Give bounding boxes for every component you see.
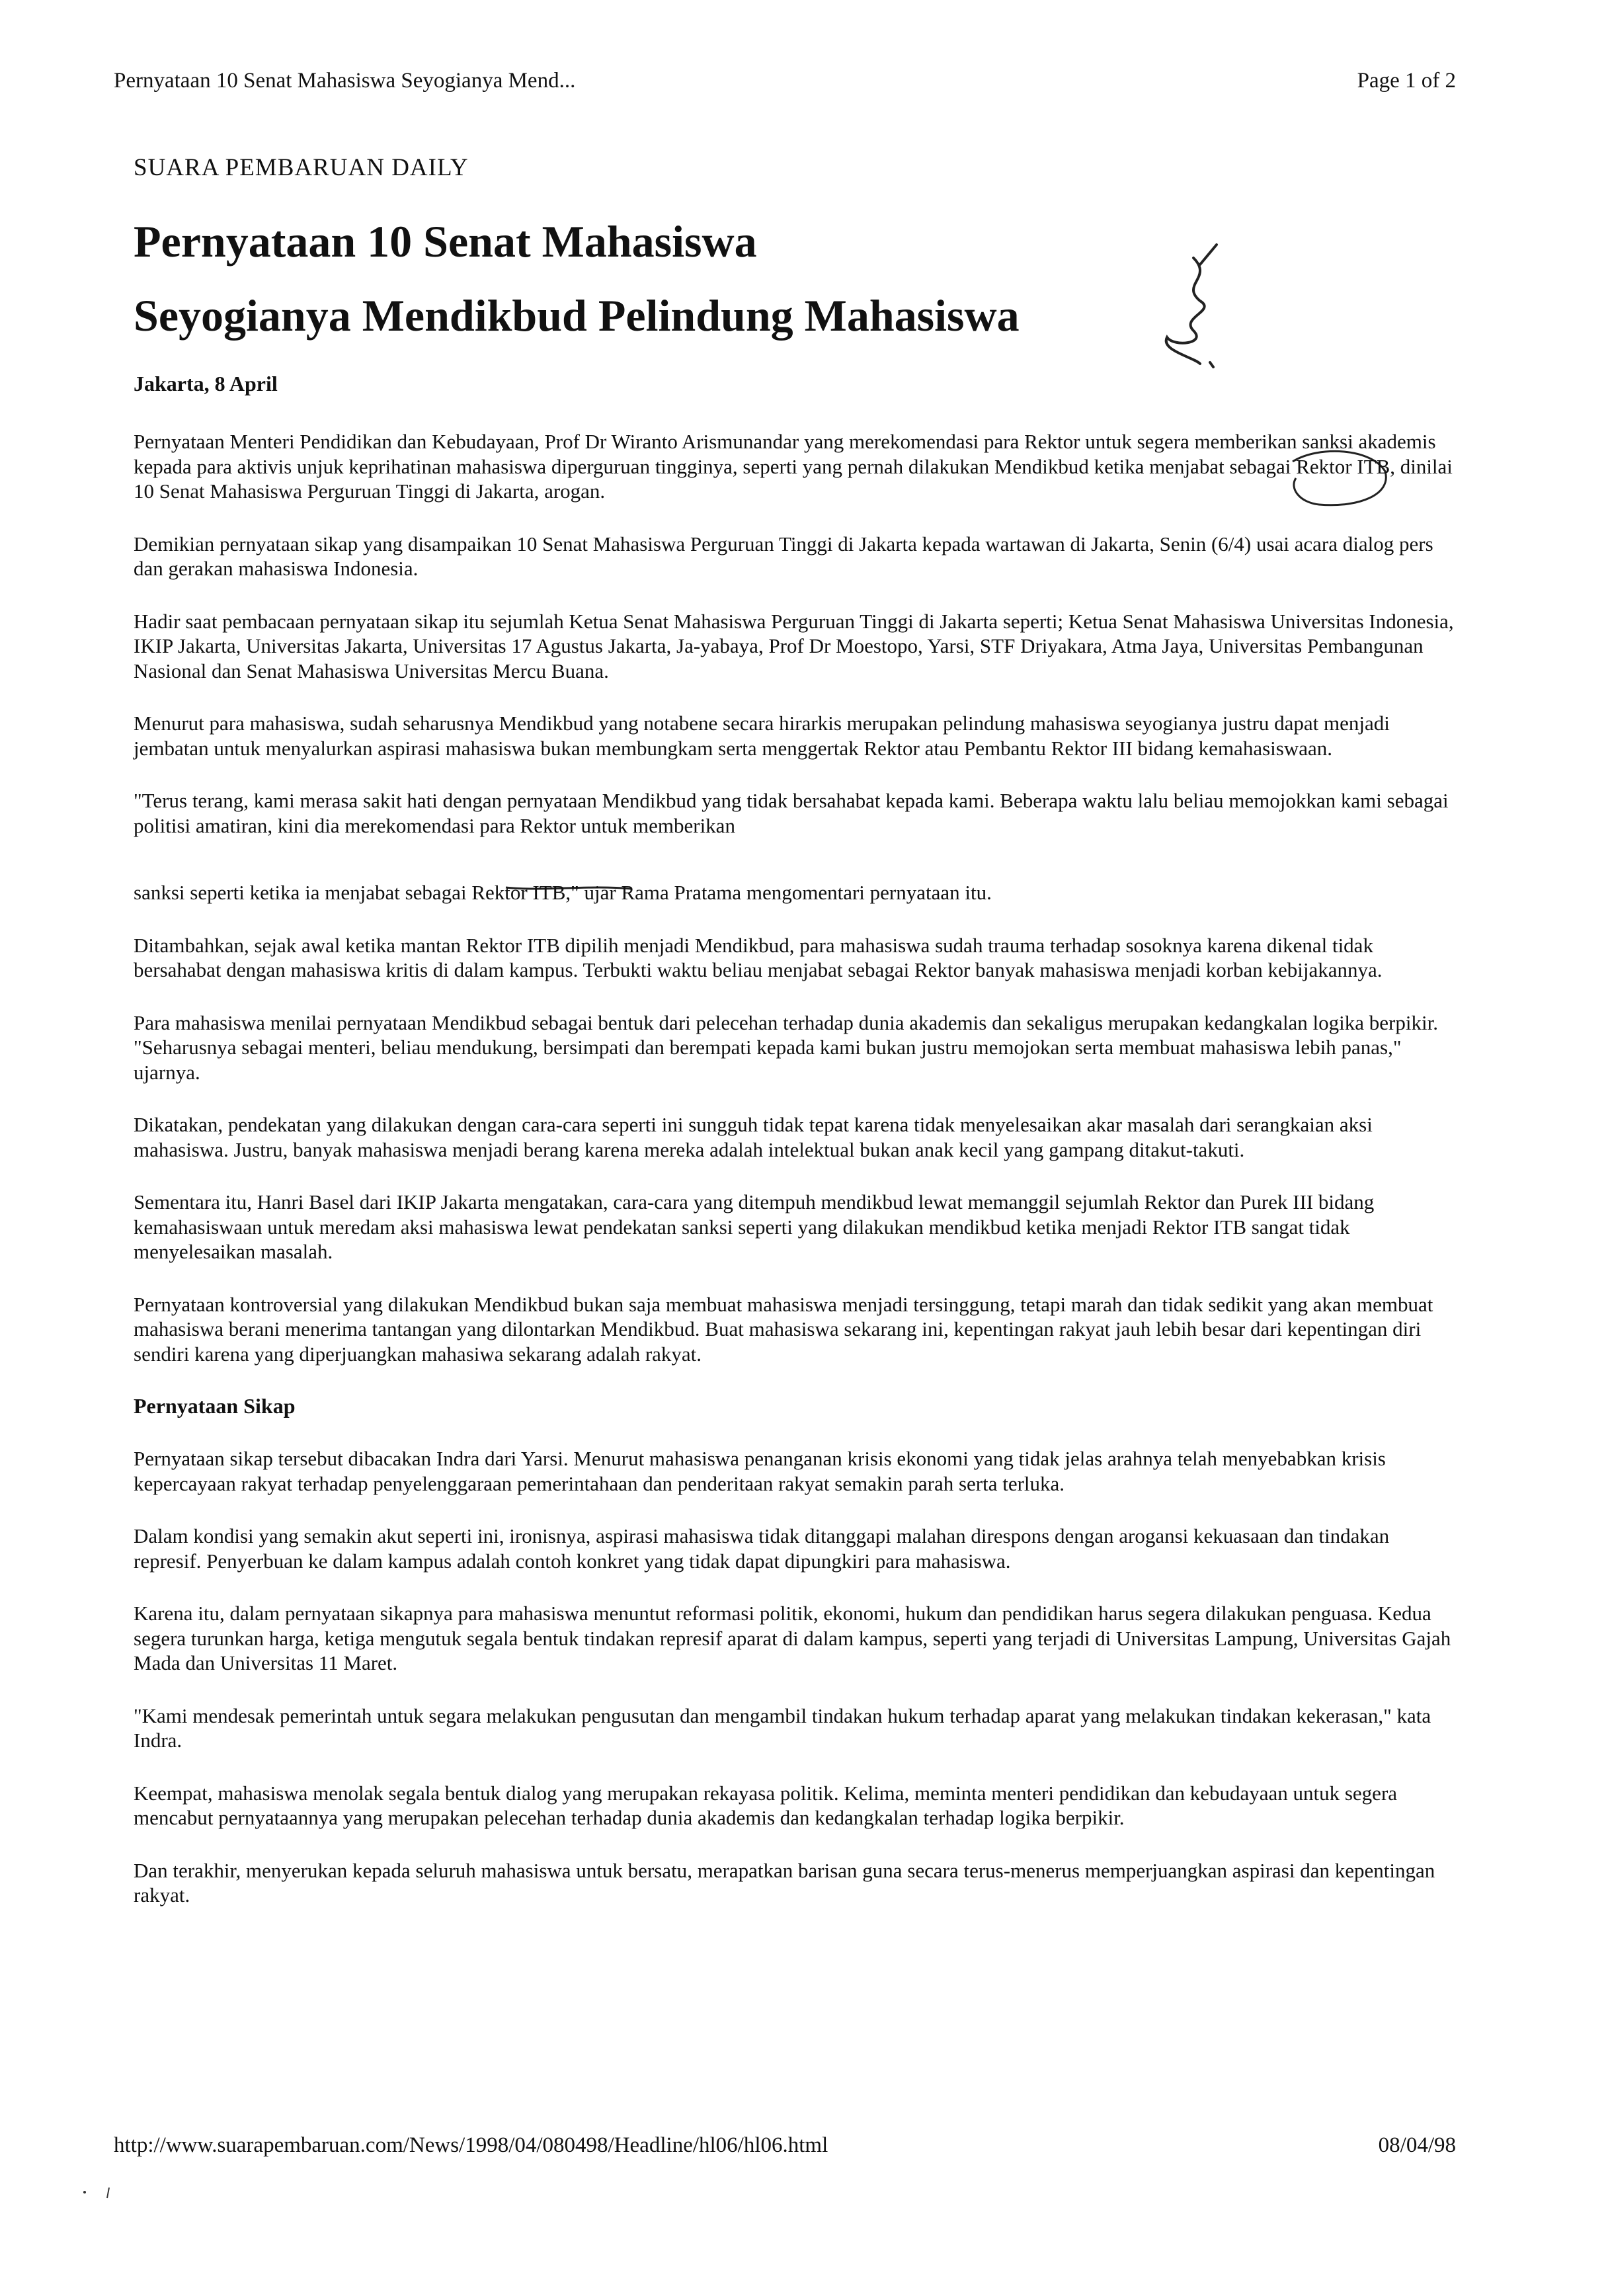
paragraph: Karena itu, dalam pernyataan sikapnya para mahasiswa menuntut reformasi politik, ekonomi, hukum dan pendidikan harus segera dilakukan penguasa. Kedua segera turunkan harga, ketiga mengutuk segala bentuk tindakan represif aparat di dalam kampus, seperti yang terjadi di Universitas Lampung, Universitas Gajah Mada dan Universitas 11 Maret. [134,1602,1451,1675]
print-header-title: Pernyataan 10 Senat Mahasiswa Seyogianya Mend... [114,69,576,93]
paragraph: Keempat, mahasiswa menolak segala bentuk dialog yang merupakan rekayasa politik. Kelima, meminta menteri pendidikan dan kebudayaan untuk segera mencabut pernyataannya yang merupakan pelecehan terhadap dunia akademis dan kedangkalan terhadap logika berpikir. [134,1781,1398,1830]
paragraph: "Kami mendesak pemerintah untuk segara melakukan pengusutan dan mengambil tindakan hukum terhadap aparat yang melakukan tindakan kekerasan," kata Indra. [134,1703,1431,1752]
article-body [134,429,1456,1908]
paragraph: Dan terakhir, menyerukan kepada seluruh mahasiswa untuk bersatu, merapatkan barisan guna secara terus-menerus memperjuangkan aspirasi dan kepentingan rakyat. [134,1858,1435,1907]
paragraph: Ditambahkan, sejak awal ketika mantan Rektor ITB dipilih menjadi Mendikbud, para mahasiswa sudah trauma terhadap sosoknya karena dikenal tidak bersahabat dengan mahasiswa kritis di dalam kampus. Terbukti waktu beliau menjabat sebagai Rektor banyak mahasiswa menjadi korban kebijakannya. [134,933,1383,982]
paragraph: Dikatakan, pendekatan yang dilakukan dengan cara-cara seperti ini sungguh tidak tepat karena tidak menyelesaikan akar masalah dari serangkaian aksi mahasiswa. Justru, banyak mahasiswa menjadi berang karena mereka adalah intelektual bukan anak kecil yang gampang ditakut-takuti. [134,1113,1373,1161]
paragraph: "Terus terang, kami merasa sakit hati dengan pernyataan Mendikbud yang tidak bersahabat kepada kami. Beberapa waktu lalu beliau memojokkan kami sebagai politisi amatiran, kini dia merekomendasi para Rektor untuk memberikan [134,789,1449,837]
article [134,153,1456,1936]
paragraph: sanksi seperti ketika ia menjabat sebagai Rektor ITB," ujar Rama Pratama mengomentari pernyataan itu. [134,881,992,905]
paragraph: Menurut para mahasiswa, sudah seharusnya Mendikbud yang notabene secara hirarkis merupakan pelindung mahasiswa seyogianya justru dapat menjadi jembatan untuk menyalurkan aspirasi mahasiswa bukan membungkam serta menggertak Rektor atau Pembantu Rektor III bidang kemahasiswaan. [134,712,1390,760]
section-subheading: Pernyataan Sikap [134,1394,296,1418]
source-url: http://www.suarapembaruan.com/News/1998/04/080498/Headline/hl06/hl06.html [114,2133,828,2157]
headline-line-1: Pernyataan 10 Senat Mahasiswa [134,216,757,266]
dateline: Jakarta, 8 April [134,372,278,396]
paragraph: Pernyataan Menteri Pendidikan dan Kebudayaan, Prof Dr Wiranto Arismunandar yang merekomendasi para Rektor untuk segera memberikan sanksi akademis kepada para aktivis unjuk keprihatinan mahasiswa diperguruan tingginya, seperti yang pernah dilakukan Mendikbud ketika menjabat sebagai Rektor ITB, dinilai 10 Senat Mahasiswa Perguruan Tinggi di Jakarta, arogan. [134,430,1453,503]
print-header [114,69,1456,93]
paragraph: Hadir saat pembacaan pernyataan sikap itu sejumlah Ketua Senat Mahasiswa Perguruan Tinggi di Jakarta seperti; Ketua Senat Mahasiswa Universitas Indonesia, IKIP Jakarta, Universitas Jakarta, Universitas 17 Agustus Jakarta, Ja-yabaya, Prof Dr Moestopo, Yarsi, STF Driyakara, Atma Jaya, Universitas Pembangunan Nasional dan Senat Mahasiswa Universitas Mercu Buana. [134,609,1454,682]
paragraph: Pernyataan sikap tersebut dibacakan Indra dari Yarsi. Menurut mahasiswa penanganan krisis ekonomi yang tidak jelas arahnya telah menyebabkan krisis kepercayaan rakyat terhadap penyelenggaraan pemerintahaan dan penderitaan rakyat semakin parah serta terluka. [134,1447,1386,1495]
paragraph: Para mahasiswa menilai pernyataan Mendikbud sebagai bentuk dari pelecehan terhadap dunia akademis dan sekaligus merupakan kedangkalan logika berpikir. "Seharusnya sebagai menteri, beliau mendukung, bersimpati dan berempati kepada kami bukan justru memojokan serta membuat mahasiswa lebih panas," ujarnya. [134,1010,1438,1084]
paragraph: Sementara itu, Hanri Basel dari IKIP Jakarta mengatakan, cara-cara yang ditempuh mendikbud lewat memanggil sejumlah Rektor dan Purek III bidang kemahasiswaan untuk meredam aksi mahasiswa lewat pendekatan sanksi seperti yang dilakukan mendikbud ketika menjadi Rektor ITB sangat tidak menyelesaikan masalah. [134,1190,1375,1264]
paragraph: Pernyataan kontroversial yang dilakukan Mendikbud bukan saja membuat mahasiswa menjadi tersinggung, tetapi marah dan tidak sedikit yang akan membuat mahasiswa berani menerima tantangan yang dilontarkan Mendikbud. Buat mahasiswa sekarang ini, kepentingan rakyat jauh lebih besar dari kepentingan diri sendiri karena yang diperjuangkan mahasiwa sekarang adalah rakyat. [134,1292,1433,1366]
print-date: 08/04/98 [1378,2133,1456,2157]
scan-artifact [79,2182,119,2202]
paragraph: Dalam kondisi yang semakin akut seperti ini, ironisnya, aspirasi mahasiswa tidak ditanggapi malahan direspons dengan arogansi kekuasaan dan tindakan represif. Penyerbuan ke dalam kampus adalah contoh konkret yang tidak dapat dipungkiri para mahasiswa. [134,1524,1390,1573]
page-number: Page 1 of 2 [1357,69,1456,93]
print-footer [114,2133,1456,2158]
publication-name: SUARA PEMBARUAN DAILY [134,154,469,181]
headline-line-2: Seyogianya Mendikbud Pelindung Mahasiswa [134,290,1020,341]
paragraph: Demikian pernyataan sikap yang disampaikan 10 Senat Mahasiswa Perguruan Tinggi di Jakarta kepada wartawan di Jakarta, Senin (6/4) usai acara dialog pers dan gerakan mahasiswa Indonesia. [134,532,1433,581]
